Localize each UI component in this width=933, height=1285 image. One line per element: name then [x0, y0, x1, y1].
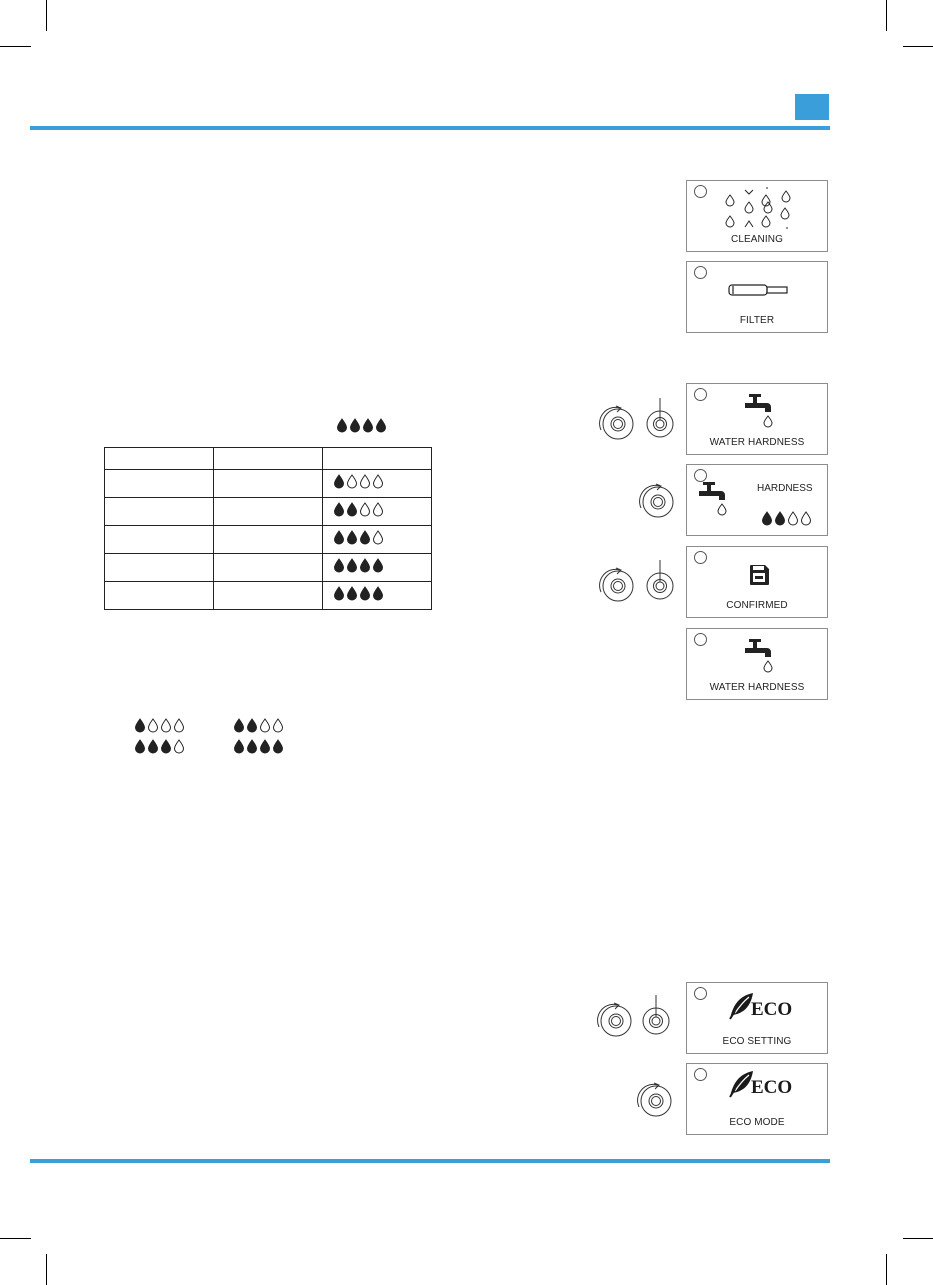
- filled-drop-icon: [346, 558, 358, 573]
- step-number-marker: [694, 1068, 707, 1081]
- rotate-knob-icon: [594, 564, 636, 606]
- crop-mark: [886, 0, 887, 31]
- display-panel-eco-mode: [686, 1063, 828, 1135]
- step-number-marker: [694, 987, 707, 1000]
- panel-label: ECO MODE: [729, 1117, 785, 1128]
- empty-drop-icon: [173, 718, 185, 733]
- filled-drop-icon: [233, 718, 245, 733]
- table-cell: [323, 470, 432, 498]
- empty-drop-icon: [372, 530, 384, 545]
- table-row: [105, 526, 432, 554]
- table-cell: [105, 470, 214, 498]
- table-cell: [323, 498, 432, 526]
- table-cell: [105, 582, 214, 610]
- filled-drop-icon: [233, 739, 245, 754]
- hardness-header-drops: [336, 418, 387, 433]
- filled-drop-icon: [359, 558, 371, 573]
- empty-drop-icon: [787, 511, 799, 526]
- footer-rule: [30, 1159, 830, 1163]
- table-row: [105, 470, 432, 498]
- tap-icon: [697, 479, 729, 519]
- filled-drop-icon: [336, 418, 348, 433]
- table-cell: [214, 554, 323, 582]
- table-cell: [105, 554, 214, 582]
- crop-mark: [0, 46, 31, 47]
- filled-drop-icon: [134, 739, 146, 754]
- filled-drop-icon: [246, 718, 258, 733]
- rotate-knob-icon: [634, 480, 676, 522]
- table-row: [105, 554, 432, 582]
- table-header-row: [105, 448, 432, 470]
- filled-drop-icon: [362, 418, 374, 433]
- empty-drop-icon: [800, 511, 812, 526]
- save-icon: [747, 563, 771, 587]
- filled-drop-icon: [147, 739, 159, 754]
- display-panel-water-hardness: [686, 628, 828, 700]
- panel-label: FILTER: [739, 315, 775, 326]
- filled-drop-icon: [134, 718, 146, 733]
- empty-drop-icon: [346, 474, 358, 489]
- empty-drop-icon: [272, 718, 284, 733]
- rotate-knob-icon: [594, 402, 636, 444]
- empty-drop-icon: [173, 739, 185, 754]
- rotate-knob-icon: [632, 1079, 674, 1121]
- filled-drop-icon: [160, 739, 172, 754]
- filled-drop-icon: [259, 739, 271, 754]
- filled-drop-icon: [346, 502, 358, 517]
- filled-drop-icon: [346, 530, 358, 545]
- level-example-drops: [134, 718, 185, 733]
- filled-drop-icon: [372, 558, 384, 573]
- crop-mark: [903, 1238, 933, 1239]
- filled-drop-icon: [372, 586, 384, 601]
- step-number-marker: [694, 551, 707, 564]
- display-panel-confirmed: [686, 546, 828, 618]
- table-cell: [214, 582, 323, 610]
- step-number-marker: [694, 633, 707, 646]
- panel-label: CONFIRMED: [726, 600, 788, 611]
- panel-label: WATER HARDNESS: [709, 437, 805, 448]
- table-cell: [323, 448, 432, 470]
- table-cell: [214, 470, 323, 498]
- table-row: [105, 498, 432, 526]
- filled-drop-icon: [346, 586, 358, 601]
- eco-logo-text: ECO: [751, 1077, 793, 1098]
- filled-drop-icon: [774, 511, 786, 526]
- hardness-level-drops: [323, 530, 384, 545]
- press-knob-icon: [644, 560, 676, 604]
- table-cell: [214, 498, 323, 526]
- filled-drop-icon: [246, 739, 258, 754]
- header-rule: [30, 126, 830, 130]
- table-cell: [323, 526, 432, 554]
- display-panel-eco-setting: [686, 982, 828, 1054]
- filled-drop-icon: [359, 530, 371, 545]
- press-knob-icon: [644, 398, 676, 442]
- display-panel-water-hardness: [686, 383, 828, 455]
- empty-drop-icon: [147, 718, 159, 733]
- step-number-marker: [694, 388, 707, 401]
- tap-icon: [743, 636, 775, 676]
- hardness-title: HARDNESS: [757, 483, 813, 494]
- empty-drop-icon: [372, 474, 384, 489]
- crop-mark: [46, 1254, 47, 1285]
- panel-label: WATER HARDNESS: [709, 682, 805, 693]
- step-number-marker: [694, 185, 707, 198]
- water-drops-icon: [722, 186, 794, 232]
- eco-logo-text: ECO: [751, 999, 793, 1020]
- filled-drop-icon: [333, 502, 345, 517]
- crop-mark: [46, 0, 47, 31]
- filled-drop-icon: [333, 474, 345, 489]
- hardness-table: [104, 447, 432, 610]
- display-panel-hardness: [686, 464, 828, 536]
- panel-label: ECO SETTING: [722, 1036, 792, 1047]
- page-corner-tab: [795, 94, 829, 120]
- crop-mark: [886, 1254, 887, 1285]
- empty-drop-icon: [359, 474, 371, 489]
- table-cell: [105, 448, 214, 470]
- filled-drop-icon: [761, 511, 773, 526]
- tap-icon: [743, 391, 775, 431]
- hardness-level-drops: [323, 502, 384, 517]
- filled-drop-icon: [272, 739, 284, 754]
- hardness-level-drops: [761, 511, 812, 526]
- filled-drop-icon: [333, 558, 345, 573]
- table-cell: [105, 526, 214, 554]
- crop-mark: [0, 1238, 31, 1239]
- level-example-drops: [233, 718, 284, 733]
- panel-label: CLEANING: [731, 234, 783, 245]
- hardness-level-drops: [323, 558, 384, 573]
- filled-drop-icon: [333, 530, 345, 545]
- hardness-level-drops: [323, 474, 384, 489]
- empty-drop-icon: [372, 502, 384, 517]
- hardness-level-drops: [323, 586, 384, 601]
- table-cell: [323, 582, 432, 610]
- rotate-knob-icon: [592, 999, 634, 1041]
- display-panel-filter: [686, 261, 828, 333]
- empty-drop-icon: [359, 502, 371, 517]
- empty-drop-icon: [160, 718, 172, 733]
- crop-mark: [903, 46, 933, 47]
- display-panel-cleaning: [686, 180, 828, 252]
- filled-drop-icon: [359, 586, 371, 601]
- filled-drop-icon: [333, 586, 345, 601]
- press-knob-icon: [640, 995, 672, 1039]
- level-example-drops: [233, 739, 284, 754]
- table-cell: [323, 554, 432, 582]
- level-example-drops: [134, 739, 185, 754]
- filled-drop-icon: [375, 418, 387, 433]
- filled-drop-icon: [349, 418, 361, 433]
- table-cell: [214, 448, 323, 470]
- table-cell: [214, 526, 323, 554]
- empty-drop-icon: [259, 718, 271, 733]
- step-number-marker: [694, 266, 707, 279]
- filter-cartridge-icon: [727, 283, 789, 297]
- table-row: [105, 582, 432, 610]
- table-cell: [105, 498, 214, 526]
